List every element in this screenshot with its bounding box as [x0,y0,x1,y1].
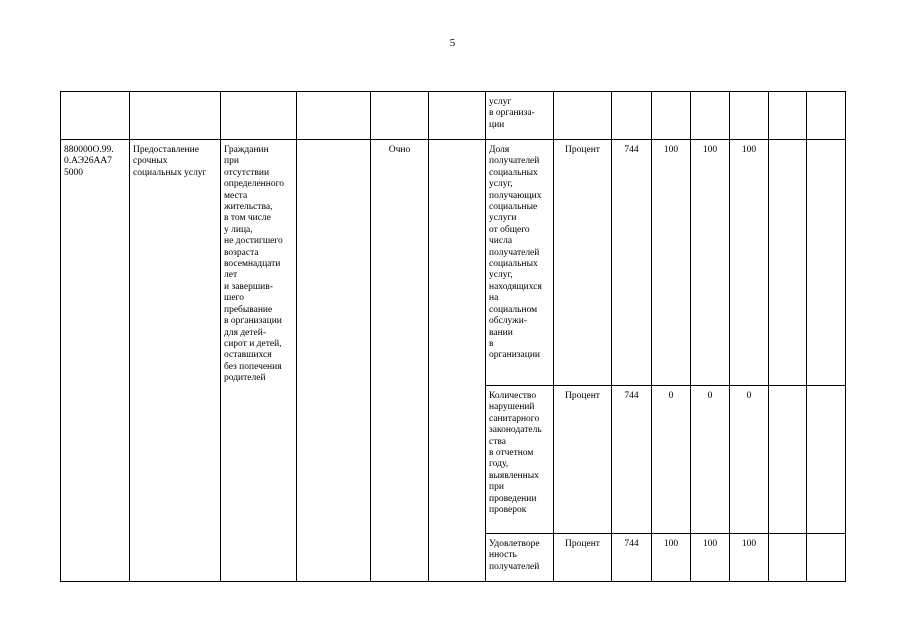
service-code-cell [61,140,130,582]
value-cell [691,534,730,582]
service-name-cell [130,140,221,582]
unit-name: Процент [565,391,600,401]
okei-cell [612,534,652,582]
okei-cell [612,386,652,534]
cell-empty [554,92,612,140]
table-row [61,140,846,386]
cell-empty [652,92,691,140]
service-form: Очно [388,145,411,155]
cell-empty [769,140,807,386]
cell-empty [691,92,730,140]
value-year-2: 100 [702,539,718,549]
indicator-name: Количество нарушений санитарного законодатель ства в отчетном году, выявленных при проведении проверок [489,391,542,516]
cell-empty [769,534,807,582]
cell-empty [612,92,652,140]
okei-code: 744 [624,539,639,549]
okei-code: 744 [624,391,639,401]
recipient-category: Гражданин при отсутствии определенного места жительства, в том числе у лица, не достигшего возраста восемнадцати лет и завершив- шего пребывание в организации для детей- сирот и детей, оставшихся без попечения родителей [224,145,285,384]
value-cell [730,386,769,534]
value-cell [691,386,730,534]
indicator-cell [486,92,554,140]
cell-empty [61,92,130,140]
indicator-cell [486,140,554,386]
cell-empty [221,92,297,140]
unit-cell [554,534,612,582]
cell-empty [769,386,807,534]
cell-empty [429,140,486,582]
indicator-name: Удовлетворе нность получателей [489,539,540,572]
service-code: 880000О.99. 0.АЭ26АА7 5000 [64,145,114,178]
value-year-2: 0 [707,391,713,401]
cell-empty [297,140,371,582]
cell-empty [297,92,371,140]
value-cell [652,386,691,534]
indicator-cell [486,386,554,534]
cell-empty [429,92,486,140]
service-name: Предоставление срочных социальных услуг [133,145,207,178]
indicator-cell [486,534,554,582]
value-cell [691,140,730,386]
unit-cell [554,386,612,534]
cell-empty [807,92,846,140]
category-cell [221,140,297,582]
value-year-1: 100 [663,539,679,549]
cell-empty [371,92,429,140]
value-cell [730,534,769,582]
unit-name: Процент [565,145,600,155]
cell-empty [807,534,846,582]
cell-empty [807,386,846,534]
okei-cell [612,140,652,386]
cell-empty [130,92,221,140]
indicator-name: Доля получателей социальных услуг, получающих социальные услуги от общего числа получателей социальных услуг, находящихся на социальном обслужи- вании в организации [489,145,542,361]
value-year-3: 100 [741,145,757,155]
unit-name: Процент [565,539,600,549]
page-number: 5 [449,37,456,49]
value-cell [730,140,769,386]
value-year-3: 100 [741,539,757,549]
table-row-continuation [61,92,846,140]
unit-cell [554,140,612,386]
value-cell [652,140,691,386]
form-cell [371,140,429,582]
indicator-text: услуг в организа- ции [489,97,535,130]
cell-empty [807,140,846,386]
services-table [60,91,846,582]
value-year-1: 0 [668,391,674,401]
value-cell [652,534,691,582]
value-year-2: 100 [702,145,718,155]
cell-empty [730,92,769,140]
value-year-3: 0 [746,391,752,401]
cell-empty [769,92,807,140]
value-year-1: 100 [663,145,679,155]
okei-code: 744 [624,145,639,155]
